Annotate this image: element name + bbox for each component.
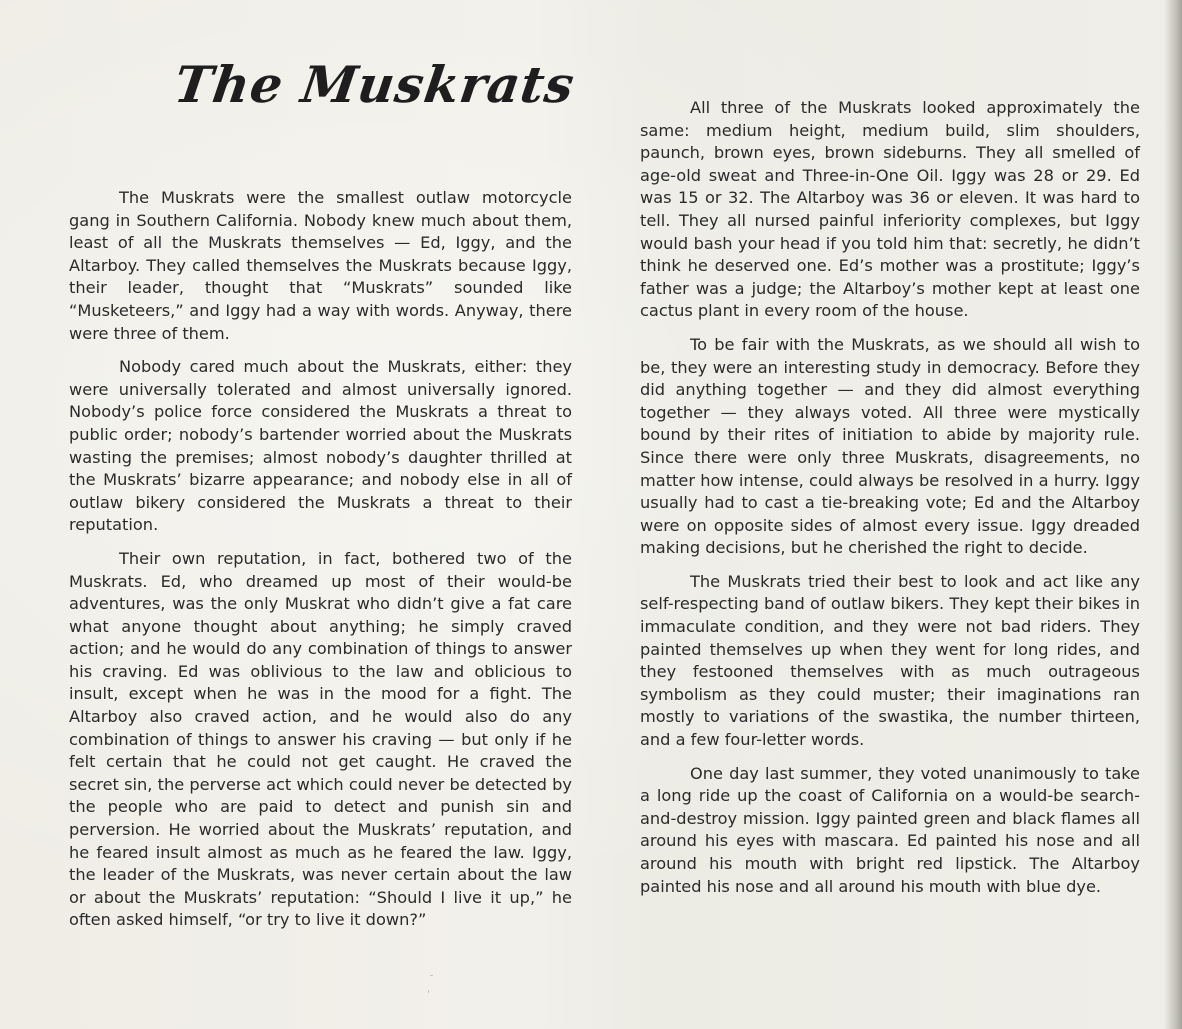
paragraph: Their own reputation, in fact, bothered two of the Muskrats. Ed, who dreamed up most of their would-be adventures, was the only Muskrat who didn’t give a fat care what anyone thought about anything; he simply craved action; and he would do any combination of things to answer his craving. Ed was oblivious to the law and oblicious to insult, except when he was in the mood for a fight. The Altarboy also craved action, and he would also do any combination of things to answer his craving — but only if he felt certain that he could not get caught. He craved the secret sin, the perverse act which could never be detected by the people who are paid to detect and punish sin and perversion. He worried about the Muskrats’ reputation, and he feared insult almost as much as he feared the law. Iggy, the leader of the Muskrats, was never certain about the law or about the Muskrats’ reputation: “Should I live it up,” he often asked himself, “or try to live it down?” — [69, 548, 572, 930]
page-title: The Muskrats — [170, 55, 579, 114]
paragraph: Nobody cared much about the Muskrats, either: they were universally tolerated and almost universally ignored. Nobody’s police force considered the Muskrats a threat to public order; nobody’s bartender worried about the Muskrats wasting the premises; almost nobody’s daughter thrilled at the Muskrats’ bizarre appearance; and nobody else in all of outlaw bikery considered the Muskrats a threat to their reputation. — [69, 357, 572, 535]
right-column — [640, 97, 1140, 909]
paragraph: One day last summer, they voted unanimously to take a long ride up the coast of California on a would-be search-and-destroy mission. Iggy painted green and black flames all around his eyes with mascara. Ed painted his nose and all around his mouth with bright red lipstick. The Altarboy painted his nose and all around his mouth with blue dye. — [640, 763, 1140, 896]
left-column — [69, 187, 572, 943]
paragraph: The Muskrats were the smallest outlaw motorcycle gang in Southern California. Nobody knew much about them, least of all the Muskrats themselves — Ed, Iggy, and the Altarboy. They called themselves the Muskrats because Iggy, their leader, thought that “Muskrats” sounded like “Musketeers,” and Iggy had a way with words. Anyway, there were three of them. — [69, 188, 572, 343]
print-speck — [430, 975, 433, 976]
paragraph: The Muskrats tried their best to look and act like any self-respecting band of outlaw bikers. They kept their bikes in immaculate condition, and they were not bad riders. They painted themselves up when they went for long rides, and they festooned themselves with as much outrageous symbolism as they could muster; their imaginations ran mostly to variations of the swastika, the number thirteen, and a few four-letter words. — [640, 571, 1140, 750]
print-speck — [428, 990, 429, 993]
page-edge-shadow — [1164, 0, 1182, 1029]
paragraph: All three of the Muskrats looked approximately the same: medium height, medium build, slim shoulders, paunch, brown eyes, brown sideburns. They all smelled of age-old sweat and Three-in-One Oil. Iggy was 28 or 29. Ed was 15 or 32. The Altarboy was 36 or eleven. It was hard to tell. They all nursed painful inferiority complexes, but Iggy would bash your head if you told him that: secretly, he didn’t think he deserved one. Ed’s mother was a prostitute; Iggy’s father was a judge; the Altarboy’s mother kept at least one cactus plant in every room of the house. — [640, 98, 1140, 321]
paragraph: To be fair with the Muskrats, as we should all wish to be, they were an interesting study in democracy. Before they did anything together — and they did almost everything together — they always voted. All three were mystically bound by their rites of initiation to abide by majority rule. Since there were only three Muskrats, disagreements, no matter how intense, could always be resolved in a hurry. Iggy usually had to cast a tie-breaking vote; Ed and the Altarboy were on opposite sides of almost every issue. Iggy dreaded making decisions, but he cherished the right to decide. — [640, 334, 1140, 558]
